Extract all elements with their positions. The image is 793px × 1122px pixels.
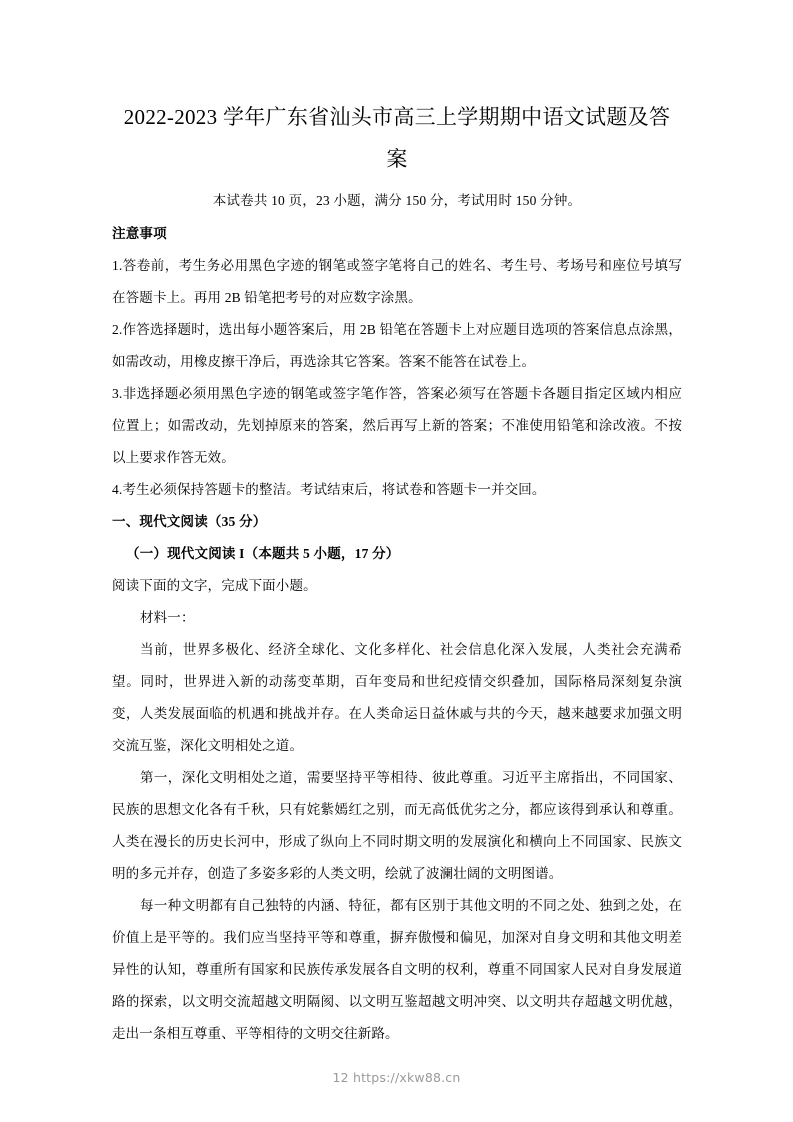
page-title: 2022-2023 学年广东省汕头市高三上学期期中语文试题及答案 — [123, 105, 671, 171]
material-label: 材料一： — [140, 610, 195, 625]
subsection-heading-modern-reading-1: （一）现代文阅读 I（本题共 5 小题，17 分） — [126, 546, 400, 561]
page-footer-watermark: 12 https://xkw88.cn — [332, 1070, 461, 1085]
material-paragraph-3: 每一种文明都有自己独特的内涵、特征，都有区别于其他文明的不同之处、独到之处，在价值上是平等的。我们应当坚持平等和尊重，摒弃傲慢和偏见，加深对自身文明和其他文明差异性的认知，尊重所有国家和民族传承发展各自文明的权利，尊重不同国家人民对自身发展道路的探索，以文明交流超越文明隔阂、以文明互鉴超越文明冲突、以文明共存超越文明优越，走出一条相互尊重、平等相待的文明交往新路。 — [112, 898, 682, 1041]
document-body — [112, 96, 682, 1050]
section-heading-modern-reading: 一、现代文阅读（35 分） — [112, 514, 267, 529]
material-paragraph-2: 第一，深化文明相处之道，需要坚持平等相待、彼此尊重。习近平主席指出，不同国家、民族的思想文化各有千秋，只有姹紫嫣红之别，而无高低优劣之分，都应该得到承认和尊重。人类在漫长的历史长河中，形成了纵向上不同时期文明的发展演化和横向上不同国家、民族文明的多元并存，创造了多姿多彩的人类文明，绘就了波澜壮阔的文明图谱。 — [112, 770, 682, 881]
notice-heading: 注意事项 — [112, 226, 167, 241]
notice-item-2: 2.作答选择题时，选出每小题答案后，用 2B 铅笔在答题卡上对应题目选项的答案信息点涂黑，如需改动，用橡皮擦干净后，再选涂其它答案。答案不能答在试卷上。 — [112, 322, 682, 369]
material-paragraph-1: 当前，世界多极化、经济全球化、文化多样化、社会信息化深入发展，人类社会充满希望。同时，世界进入新的动荡变革期，百年变局和世纪疫情交织叠加，国际格局深刻复杂演变，人类发展面临的机遇和挑战并存。在人类命运日益休戚与共的今天，越来越要求加强文明交流互鉴，深化文明相处之道。 — [112, 642, 682, 753]
reading-instruction: 阅读下面的文字，完成下面小题。 — [112, 578, 317, 593]
notice-item-3: 3.非选择题必须用黑色字迹的钢笔或签字笔作答，答案必须写在答题卡各题目指定区域内相应位置上；如需改动，先划掉原来的答案，然后再写上新的答案；不准使用铅笔和涂改液。不按以上要求作答无效。 — [112, 386, 682, 465]
notice-item-4: 4.考生必须保持答题卡的整洁。考试结束后，将试卷和答题卡一并交回。 — [112, 482, 546, 497]
exam-subtitle: 本试卷共 10 页，23 小题，满分 150 分，考试用时 150 分钟。 — [212, 193, 582, 208]
notice-item-1: 1.答卷前，考生务必用黑色字迹的钢笔或签字笔将自己的姓名、考生号、考场号和座位号填写在答题卡上。再用 2B 铅笔把考号的对应数字涂黑。 — [112, 258, 682, 305]
